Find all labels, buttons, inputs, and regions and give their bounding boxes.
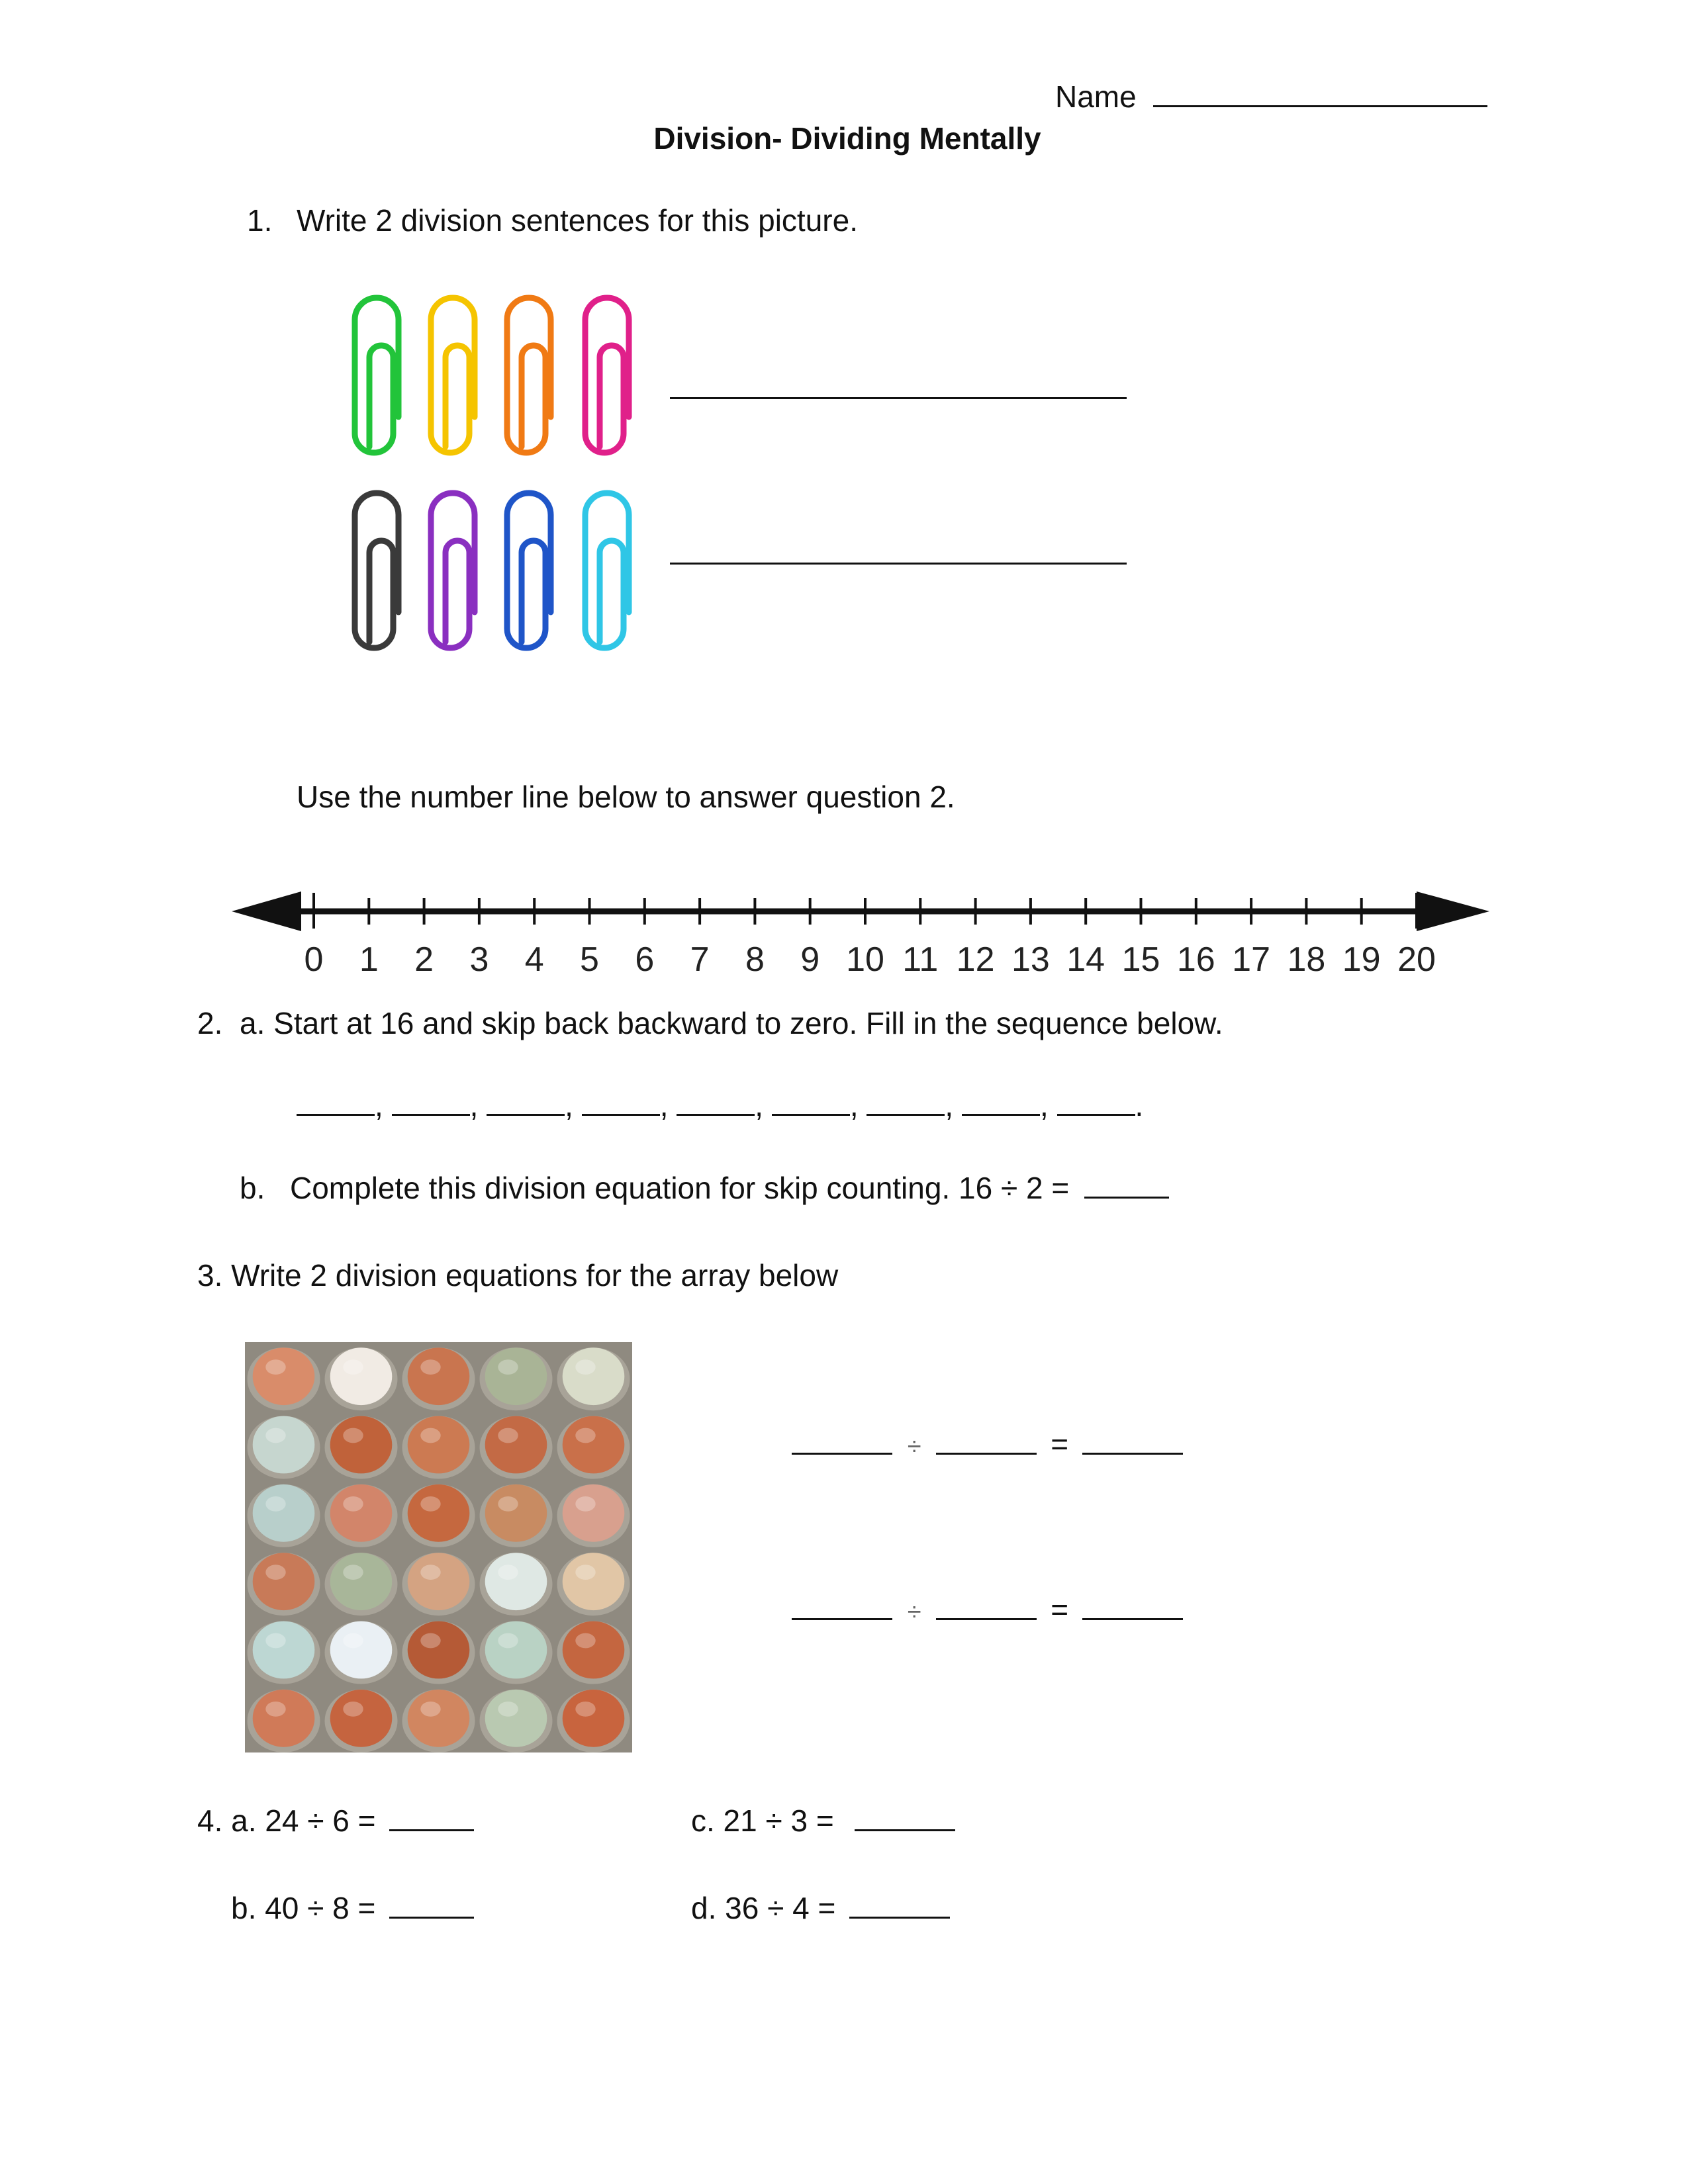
- number-line-label: 2: [414, 940, 434, 979]
- egg: [563, 1690, 625, 1747]
- q3-equation-1: [792, 1426, 1183, 1465]
- number-line-label: 19: [1342, 940, 1381, 979]
- q4-a-answer[interactable]: [389, 1803, 474, 1831]
- egg: [253, 1484, 315, 1542]
- egg-highlight: [575, 1565, 595, 1580]
- q2-part-b-label: b.: [240, 1171, 265, 1205]
- egg-highlight: [265, 1565, 285, 1580]
- q2-part-b-text: Complete this division equation for skip counting. 16 ÷ 2 =: [290, 1171, 1070, 1205]
- number-line-label: 16: [1176, 940, 1215, 979]
- egg: [253, 1553, 315, 1610]
- q4-a-text: 4. a. 24 ÷ 6 =: [197, 1803, 376, 1838]
- egg: [330, 1416, 393, 1474]
- egg: [563, 1621, 625, 1679]
- egg-highlight: [575, 1496, 595, 1512]
- egg-highlight: [498, 1428, 518, 1443]
- egg-highlight: [498, 1633, 518, 1649]
- number-line-label: 7: [690, 940, 710, 979]
- egg-highlight: [265, 1702, 285, 1717]
- paperclip-icon: [355, 493, 399, 648]
- sequence-blank[interactable]: [962, 1087, 1040, 1116]
- paperclip-icon: [507, 493, 551, 648]
- paperclips-picture: [318, 281, 622, 678]
- name-row: [1055, 78, 1487, 115]
- right-arrowhead: [1417, 891, 1489, 931]
- q3-eq1-divisor[interactable]: [936, 1426, 1037, 1455]
- page-title: Division- Dividing Mentally: [653, 121, 1041, 156]
- q2-part-a: a. Start at 16 and skip back backward to zero. Fill in the sequence below.: [240, 1006, 1223, 1040]
- sequence-blank[interactable]: [392, 1087, 470, 1116]
- number-line-label: 18: [1287, 940, 1326, 979]
- paperclip-icon: [431, 493, 475, 648]
- egg: [408, 1621, 470, 1679]
- left-arrowhead: [232, 891, 301, 931]
- egg: [408, 1416, 470, 1474]
- egg: [563, 1347, 625, 1405]
- q3-equation-2: [792, 1591, 1183, 1631]
- paperclip-icon: [355, 298, 399, 453]
- number-line-label: 3: [469, 940, 489, 979]
- divide-sign: ÷: [907, 1598, 921, 1626]
- sequence-separator: ,: [849, 1088, 867, 1122]
- egg: [485, 1416, 547, 1474]
- paperclip-icon: [585, 493, 629, 648]
- number-line-label: 12: [956, 940, 995, 979]
- number-line-label: 14: [1066, 940, 1105, 979]
- egg: [330, 1484, 393, 1542]
- paperclip-icon: [431, 298, 475, 453]
- egg: [330, 1347, 393, 1405]
- egg: [485, 1484, 547, 1542]
- sequence-blank[interactable]: [772, 1087, 850, 1116]
- q4-c-answer[interactable]: [855, 1803, 955, 1831]
- egg: [408, 1347, 470, 1405]
- q3-eq1-dividend[interactable]: [792, 1426, 892, 1455]
- sequence-separator: ,: [945, 1088, 962, 1122]
- egg: [330, 1553, 393, 1610]
- numberline-instruction: Use the number line below to answer question 2.: [297, 780, 955, 814]
- egg-highlight: [575, 1428, 595, 1443]
- q2-number: 2.: [197, 1006, 223, 1040]
- number-line: [232, 877, 1489, 983]
- egg-highlight: [420, 1633, 440, 1649]
- egg-highlight: [420, 1428, 440, 1443]
- q3-eq2-divisor[interactable]: [936, 1592, 1037, 1620]
- egg-highlight: [343, 1496, 363, 1512]
- egg-highlight: [265, 1633, 285, 1649]
- number-line-label: 4: [524, 940, 544, 979]
- egg-highlight: [343, 1702, 363, 1717]
- q1-answer-line-1[interactable]: [670, 397, 1127, 399]
- egg: [408, 1690, 470, 1747]
- egg-highlight: [498, 1496, 518, 1512]
- egg-highlight: [343, 1633, 363, 1649]
- egg-highlight: [343, 1359, 363, 1375]
- number-line-label: 6: [635, 940, 655, 979]
- number-line-label: 13: [1011, 940, 1050, 979]
- q4-b-text: b. 40 ÷ 8 =: [231, 1891, 376, 1925]
- q4-d-answer[interactable]: [849, 1890, 950, 1919]
- egg-highlight: [575, 1702, 595, 1717]
- egg: [408, 1553, 470, 1610]
- egg: [485, 1621, 547, 1679]
- q1-answer-line-2[interactable]: [670, 563, 1127, 565]
- egg: [253, 1416, 315, 1474]
- egg: [253, 1690, 315, 1747]
- egg-highlight: [498, 1565, 518, 1580]
- paperclip-icon: [585, 298, 629, 453]
- egg: [253, 1347, 315, 1405]
- q4-c: [691, 1802, 955, 1839]
- sequence-blank[interactable]: [867, 1087, 945, 1116]
- number-line-label: 0: [304, 940, 324, 979]
- sequence-blanks: [297, 1087, 1143, 1124]
- egg-carton-picture: [245, 1342, 632, 1752]
- q1-text: Write 2 division sentences for this picture.: [297, 203, 858, 238]
- egg: [563, 1416, 625, 1474]
- number-line-label: 8: [745, 940, 765, 979]
- q2-part-b-answer[interactable]: [1084, 1170, 1169, 1199]
- egg-highlight: [265, 1428, 285, 1443]
- egg-highlight: [498, 1359, 518, 1375]
- sequence-blank[interactable]: [1057, 1087, 1135, 1116]
- q3-eq2-quotient[interactable]: [1082, 1592, 1183, 1620]
- egg-highlight: [498, 1702, 518, 1717]
- egg: [485, 1553, 547, 1610]
- sequence-separator: .: [1135, 1088, 1144, 1122]
- egg: [485, 1690, 547, 1747]
- q4-d-text: d. 36 ÷ 4 =: [691, 1891, 836, 1925]
- egg-highlight: [575, 1359, 595, 1375]
- sequence-blank[interactable]: [582, 1087, 660, 1116]
- egg-highlight: [343, 1565, 363, 1580]
- sequence-separator: ,: [375, 1088, 392, 1122]
- egg: [563, 1484, 625, 1542]
- q4-b-answer[interactable]: [389, 1890, 474, 1919]
- egg: [485, 1347, 547, 1405]
- egg-highlight: [420, 1702, 440, 1717]
- egg-highlight: [265, 1359, 285, 1375]
- egg-highlight: [265, 1496, 285, 1512]
- sequence-separator: ,: [469, 1088, 487, 1122]
- name-label: Name: [1055, 79, 1137, 114]
- number-line-label: 10: [846, 940, 884, 979]
- paperclip-icon: [507, 298, 551, 453]
- egg-highlight: [420, 1496, 440, 1512]
- egg-highlight: [343, 1428, 363, 1443]
- q4-b: [231, 1889, 474, 1927]
- number-line-label: 5: [580, 940, 599, 979]
- number-line-label: 1: [359, 940, 379, 979]
- sequence-separator: ,: [565, 1088, 582, 1122]
- q3-eq1-quotient[interactable]: [1082, 1426, 1183, 1455]
- egg: [408, 1484, 470, 1542]
- q3-eq2-dividend[interactable]: [792, 1592, 892, 1620]
- number-line-label: 9: [800, 940, 820, 979]
- divide-sign: ÷: [907, 1433, 921, 1461]
- egg: [563, 1553, 625, 1610]
- q2-part-b-row: [290, 1169, 1169, 1206]
- egg: [330, 1690, 393, 1747]
- name-field[interactable]: [1153, 79, 1487, 107]
- q3-text: 3. Write 2 division equations for the array below: [197, 1258, 839, 1293]
- q1-number: 1.: [247, 203, 273, 238]
- equals-sign: =: [1051, 1592, 1069, 1627]
- q4-a: [197, 1802, 474, 1839]
- sequence-blank[interactable]: [297, 1087, 375, 1116]
- egg-highlight: [575, 1633, 595, 1649]
- sequence-separator: ,: [1039, 1088, 1057, 1122]
- number-line-label: 20: [1397, 940, 1436, 979]
- q4-c-text: c. 21 ÷ 3 =: [691, 1803, 834, 1838]
- number-line-label: 15: [1121, 940, 1160, 979]
- q4-d: [691, 1889, 950, 1927]
- egg-highlight: [420, 1565, 440, 1580]
- egg: [253, 1621, 315, 1679]
- number-line-label: 17: [1232, 940, 1271, 979]
- number-line-label: 11: [902, 940, 939, 979]
- equals-sign: =: [1051, 1427, 1069, 1461]
- sequence-separator: ,: [659, 1088, 677, 1122]
- sequence-blank[interactable]: [677, 1087, 755, 1116]
- sequence-blank[interactable]: [487, 1087, 565, 1116]
- egg: [330, 1621, 393, 1679]
- egg-highlight: [420, 1359, 440, 1375]
- sequence-separator: ,: [755, 1088, 772, 1122]
